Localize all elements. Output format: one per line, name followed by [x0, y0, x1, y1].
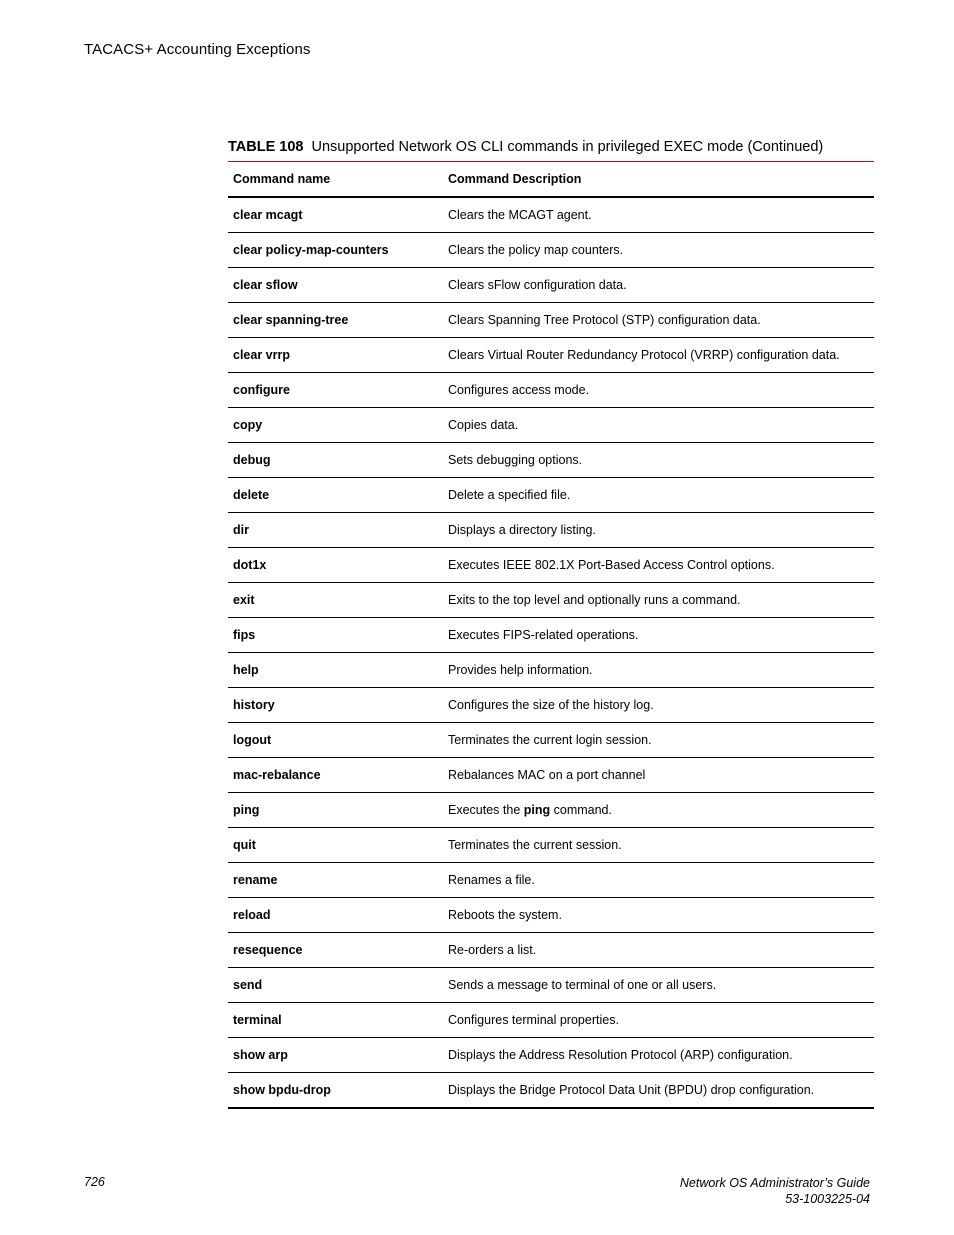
command-description-cell: Clears the MCAGT agent.: [443, 197, 874, 233]
table-row: [228, 1003, 874, 1038]
table-row: [228, 1038, 874, 1073]
commands-table: [228, 162, 874, 1109]
table-row: [228, 233, 874, 268]
table-row: [228, 653, 874, 688]
table-number: TABLE 108: [228, 139, 304, 155]
table-caption: [228, 139, 874, 156]
command-name-cell: debug: [228, 443, 443, 478]
command-name-cell: dir: [228, 513, 443, 548]
column-header-command-name: Command name: [228, 162, 443, 197]
table-row: [228, 863, 874, 898]
command-name-cell: resequence: [228, 933, 443, 968]
table-row: [228, 478, 874, 513]
command-description-cell: Displays the Bridge Protocol Data Unit (BPDU) drop configuration.: [443, 1073, 874, 1109]
command-description-cell: Copies data.: [443, 408, 874, 443]
command-name-cell: reload: [228, 898, 443, 933]
command-name-cell: help: [228, 653, 443, 688]
table-row: [228, 268, 874, 303]
command-description-cell: Displays a directory listing.: [443, 513, 874, 548]
command-description-cell: Exits to the top level and optionally runs a command.: [443, 583, 874, 618]
guide-title: Network OS Administrator’s Guide: [679, 1176, 870, 1190]
command-name-cell: send: [228, 968, 443, 1003]
command-name-cell: exit: [228, 583, 443, 618]
command-name-cell: mac-rebalance: [228, 758, 443, 793]
command-description-cell: Configures the size of the history log.: [443, 688, 874, 723]
command-description-cell: Executes FIPS-related operations.: [443, 618, 874, 653]
page-number: 726: [84, 1175, 105, 1189]
table-row: [228, 618, 874, 653]
description-command-emphasis: ping: [523, 803, 551, 817]
command-description-cell: Sends a message to terminal of one or all users.: [443, 968, 874, 1003]
table-row: [228, 197, 874, 233]
command-description-cell: Terminates the current session.: [443, 828, 874, 863]
table-row: [228, 338, 874, 373]
table-row: [228, 793, 874, 828]
command-description-cell: Executes IEEE 802.1X Port-Based Access Control options.: [443, 548, 874, 583]
command-name-cell: rename: [228, 863, 443, 898]
table-row: [228, 1073, 874, 1109]
command-name-cell: delete: [228, 478, 443, 513]
table-caption-text: Unsupported Network OS CLI commands in privileged EXEC mode (Continued): [311, 139, 824, 155]
command-name-cell: copy: [228, 408, 443, 443]
table-row: [228, 828, 874, 863]
table-row: [228, 688, 874, 723]
command-description-cell: Renames a file.: [443, 863, 874, 898]
command-description-cell: Displays the Address Resolution Protocol (ARP) configuration.: [443, 1038, 874, 1073]
command-description-cell: Configures terminal properties.: [443, 1003, 874, 1038]
command-name-cell: logout: [228, 723, 443, 758]
command-description-cell: Rebalances MAC on a port channel: [443, 758, 874, 793]
table-row: [228, 513, 874, 548]
running-header: TACACS+ Accounting Exceptions: [84, 41, 311, 58]
command-description-cell: Clears sFlow configuration data.: [443, 268, 874, 303]
command-description-cell: Delete a specified file.: [443, 478, 874, 513]
description-text: command.: [550, 803, 612, 817]
command-name-cell: fips: [228, 618, 443, 653]
table-row: [228, 723, 874, 758]
command-description-cell: [443, 793, 874, 828]
command-name-cell: clear policy-map-counters: [228, 233, 443, 268]
command-description-cell: Provides help information.: [443, 653, 874, 688]
command-description-cell: Reboots the system.: [443, 898, 874, 933]
command-name-cell: quit: [228, 828, 443, 863]
table-row: [228, 968, 874, 1003]
table-row: [228, 583, 874, 618]
command-name-cell: history: [228, 688, 443, 723]
table-row: [228, 408, 874, 443]
command-name-cell: clear mcagt: [228, 197, 443, 233]
command-description-cell: Clears Virtual Router Redundancy Protocol (VRRP) configuration data.: [443, 338, 874, 373]
command-name-cell: dot1x: [228, 548, 443, 583]
table-row: [228, 758, 874, 793]
command-name-cell: clear spanning-tree: [228, 303, 443, 338]
command-name-cell: show arp: [228, 1038, 443, 1073]
footer-doc-info: [680, 1175, 870, 1207]
command-description-cell: Configures access mode.: [443, 373, 874, 408]
command-description-cell: Re-orders a list.: [443, 933, 874, 968]
table-row: [228, 303, 874, 338]
table-row: [228, 898, 874, 933]
table-header-row: [228, 162, 874, 197]
command-description-cell: Clears the policy map counters.: [443, 233, 874, 268]
table-row: [228, 443, 874, 478]
command-name-cell: configure: [228, 373, 443, 408]
command-name-cell: terminal: [228, 1003, 443, 1038]
command-description-cell: Clears Spanning Tree Protocol (STP) configuration data.: [443, 303, 874, 338]
command-description-cell: Terminates the current login session.: [443, 723, 874, 758]
column-header-command-description: Command Description: [443, 162, 874, 197]
doc-number: 53-1003225-04: [785, 1192, 870, 1206]
command-name-cell: clear vrrp: [228, 338, 443, 373]
command-name-cell: ping: [228, 793, 443, 828]
command-description-cell: Sets debugging options.: [443, 443, 874, 478]
description-text: Executes the: [448, 803, 524, 817]
table-row: [228, 548, 874, 583]
table-row: [228, 373, 874, 408]
command-name-cell: clear sflow: [228, 268, 443, 303]
table-row: [228, 933, 874, 968]
command-name-cell: show bpdu-drop: [228, 1073, 443, 1109]
